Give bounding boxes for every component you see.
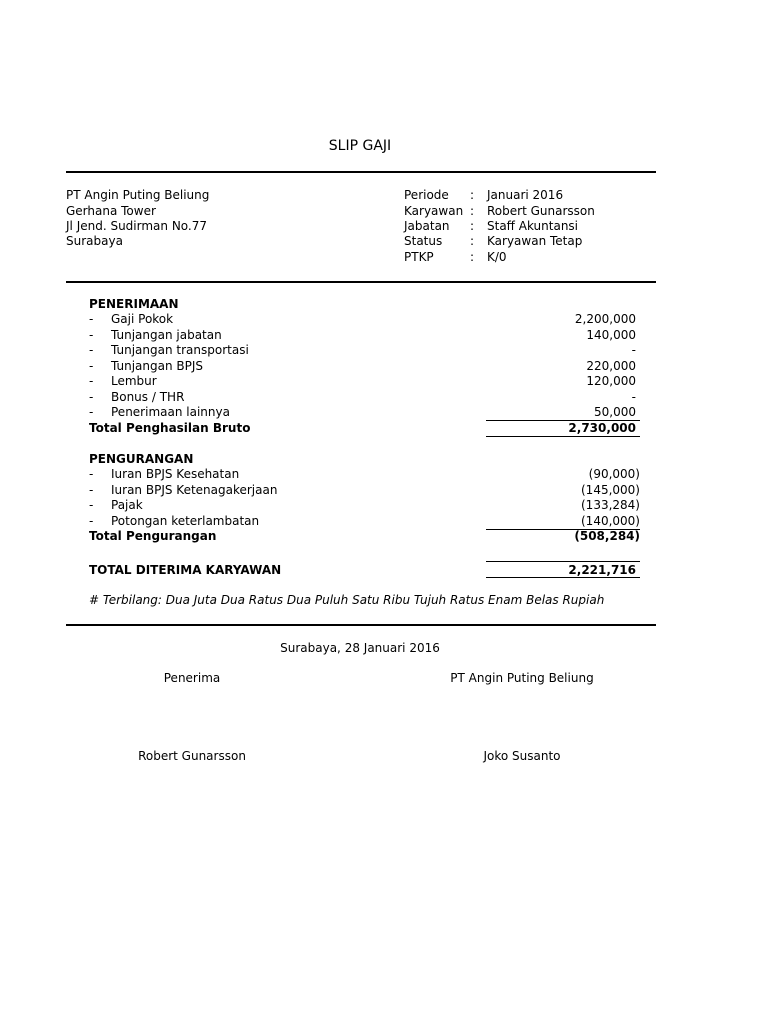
info-colon: : bbox=[470, 250, 475, 264]
receiver-title: Penerima bbox=[163, 671, 221, 685]
company-city: Surabaya bbox=[66, 234, 123, 248]
info-colon: : bbox=[470, 234, 475, 248]
bullet: - bbox=[89, 312, 94, 326]
penerimaan-item-amount: 220,000 bbox=[586, 359, 636, 373]
terbilang-text: # Terbilang: Dua Juta Dua Ratus Dua Puluh Satu Ribu Tujuh Ratus Enam Belas Rupiah bbox=[89, 593, 605, 607]
bullet: - bbox=[89, 328, 94, 342]
info-label-ptkp: PTKP bbox=[404, 250, 434, 264]
pengurangan-item-amount: (145,000) bbox=[581, 483, 640, 497]
penerimaan-item-label: Tunjangan BPJS bbox=[111, 359, 204, 373]
info-value-ptkp: K/0 bbox=[487, 250, 507, 264]
penerimaan-item-amount: - bbox=[631, 390, 636, 404]
info-label-status: Status bbox=[404, 234, 443, 248]
penerimaan-total-label: Total Penghasilan Bruto bbox=[89, 421, 251, 435]
footer-divider bbox=[66, 624, 656, 626]
info-label-periode: Periode bbox=[404, 188, 449, 202]
bullet: - bbox=[89, 514, 94, 528]
bullet: - bbox=[89, 374, 94, 388]
net-label: TOTAL DITERIMA KARYAWAN bbox=[89, 563, 282, 577]
penerimaan-item-amount: 120,000 bbox=[586, 374, 636, 388]
pengurangan-item-amount: (90,000) bbox=[588, 467, 640, 481]
company-signer: Joko Susanto bbox=[483, 749, 561, 763]
pengurangan-item-label: Potongan keterlambatan bbox=[111, 514, 260, 528]
info-value-jabatan: Staff Akuntansi bbox=[487, 219, 579, 233]
receiver-name: Robert Gunarsson bbox=[138, 749, 246, 763]
company-street: Jl Jend. Sudirman No.77 bbox=[66, 219, 208, 233]
pengurangan-item-amount: (140,000) bbox=[581, 514, 640, 528]
pengurangan-total-label: Total Pengurangan bbox=[89, 529, 217, 543]
penerimaan-item-label: Penerimaan lainnya bbox=[111, 405, 230, 419]
info-value-karyawan: Robert Gunarsson bbox=[487, 204, 595, 218]
net-rule-top bbox=[486, 561, 640, 562]
company-name: PT Angin Puting Beliung bbox=[66, 188, 210, 202]
penerimaan-item-label: Tunjangan transportasi bbox=[111, 343, 249, 357]
pengurangan-item-label: Iuran BPJS Kesehatan bbox=[111, 467, 240, 481]
penerimaan-item-amount: - bbox=[631, 343, 636, 357]
bullet: - bbox=[89, 467, 94, 481]
bullet: - bbox=[89, 343, 94, 357]
bullet: - bbox=[89, 483, 94, 497]
top-divider bbox=[66, 171, 656, 173]
info-value-status: Karyawan Tetap bbox=[487, 234, 583, 248]
penerimaan-item-label: Tunjangan jabatan bbox=[111, 328, 222, 342]
info-label-jabatan: Jabatan bbox=[404, 219, 450, 233]
info-colon: : bbox=[470, 188, 475, 202]
info-colon: : bbox=[470, 219, 475, 233]
pengurangan-item-label: Iuran BPJS Ketenagakerjaan bbox=[111, 483, 278, 497]
document-title: SLIP GAJI bbox=[328, 138, 392, 154]
pengurangan-item-label: Pajak bbox=[111, 498, 143, 512]
penerimaan-item-amount: 140,000 bbox=[586, 328, 636, 342]
penerimaan-item-amount: 2,200,000 bbox=[574, 312, 636, 326]
bullet: - bbox=[89, 390, 94, 404]
penerimaan-total-amount: 2,730,000 bbox=[568, 421, 636, 435]
net-amount: 2,221,716 bbox=[568, 563, 636, 577]
pengurangan-item-amount: (133,284) bbox=[581, 498, 640, 512]
company-title: PT Angin Puting Beliung bbox=[450, 671, 594, 685]
penerimaan-total-underline bbox=[486, 436, 640, 437]
company-building: Gerhana Tower bbox=[66, 204, 156, 218]
bullet: - bbox=[89, 359, 94, 373]
info-value-periode: Januari 2016 bbox=[487, 188, 564, 202]
penerimaan-item-label: Lembur bbox=[111, 374, 157, 388]
pengurangan-heading: PENGURANGAN bbox=[89, 452, 194, 466]
info-label-karyawan: Karyawan bbox=[404, 204, 464, 218]
bullet: - bbox=[89, 405, 94, 419]
header-divider bbox=[66, 281, 656, 283]
penerimaan-item-amount: 50,000 bbox=[594, 405, 636, 419]
penerimaan-heading: PENERIMAAN bbox=[89, 297, 179, 311]
net-rule-bottom-1 bbox=[486, 577, 640, 578]
penerimaan-item-label: Bonus / THR bbox=[111, 390, 185, 404]
place-date: Surabaya, 28 Januari 2016 bbox=[280, 641, 440, 655]
info-colon: : bbox=[470, 204, 475, 218]
pengurangan-total-amount: (508,284) bbox=[574, 529, 640, 543]
penerimaan-item-label: Gaji Pokok bbox=[111, 312, 174, 326]
bullet: - bbox=[89, 498, 94, 512]
